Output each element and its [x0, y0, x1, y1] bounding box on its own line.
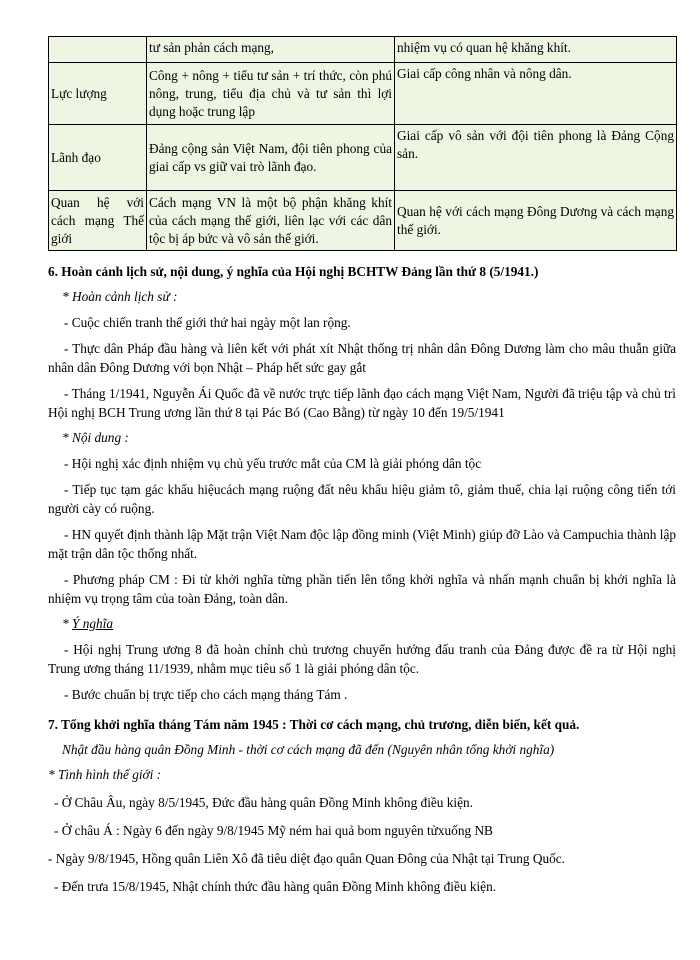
- paragraph: - Hội nghị Trung ương 8 đã hoàn chỉnh chủ trương chuyển hướng đấu tranh của Đảng được đề ra từ Hội nghị Trung ương tháng 11/1939, nhằm mục tiêu số 1 là giải phóng dân tộc.: [48, 642, 676, 676]
- row-label: Lực lượng: [49, 63, 147, 125]
- world-title: * Tình hình thế giới :: [48, 767, 162, 782]
- section-6-heading: 6. Hoàn cảnh lịch sử, nội dung, ý nghĩa của Hội nghị BCHTW Đảng lần thứ 8 (5/1941.): [48, 264, 539, 279]
- paragraph: - Thực dân Pháp đầu hàng và liên kết với phát xít Nhật thống trị nhân dân Đông Dương làm cho mâu thuẫn giữa nhân dân Đông Dương với bọn Nhật – Pháp hết sức gay gắt: [48, 341, 676, 375]
- table-cell: Công + nông + tiểu tư sản + trí thức, còn phú nông, trung, tiểu địa chủ và tư sản thì lợi dụng hoặc trung lập: [147, 63, 395, 125]
- table-cell: nhiệm vụ có quan hệ khăng khít.: [395, 37, 677, 63]
- meaning-title: [48, 614, 676, 633]
- table-cell: tư sản phản cách mạng,: [147, 37, 395, 63]
- table-cell: Cách mạng VN là một bộ phận khăng khít của cách mạng thế giới, liên lạc với các dân tộc bị áp bức và vô sản thế giới.: [147, 191, 395, 251]
- table-cell: Quan hệ với cách mạng Đông Dương và cách mạng thế giới.: [395, 191, 677, 251]
- page-body: [48, 262, 676, 896]
- table-row: [49, 191, 677, 251]
- row-label: [49, 37, 147, 63]
- content-title: * Nội dung :: [62, 430, 129, 445]
- paragraph: - Hội nghị xác định nhiệm vụ chủ yếu trước mắt của CM là giải phóng dân tộc: [64, 456, 482, 471]
- table-cell: Giai cấp vô sản với đội tiên phong là Đảng Cộng sản.: [395, 125, 677, 191]
- table-cell: Đảng cộng sản Việt Nam, đội tiên phong của giai cấp vs giữ vai trò lãnh đạo.: [147, 125, 395, 191]
- table-row: [49, 37, 677, 63]
- paragraph: - Tháng 1/1941, Nguyễn Ái Quốc đã về nước trực tiếp lãnh đạo cách mạng Việt Nam, Người đã triệu tập và chủ trì Hội nghị BCH Trung ương lần thứ 8 tại Pác Bó (Cao Bằng) từ ngày 10 đến 19/5/1941: [48, 386, 676, 420]
- paragraph: - Tiếp tục tạm gác khẩu hiệucách mạng ruộng đất nêu khẩu hiệu giảm tô, giảm thuế, chia lại ruộng công tiến tới người cày có ruộng.: [48, 482, 676, 516]
- paragraph: - Ngày 9/8/1945, Hồng quân Liên Xô đã tiêu diệt đạo quân Quan Đông của Nhật tại Trung Quốc.: [48, 851, 566, 866]
- paragraph: - Ở châu Á : Ngày 6 đến ngày 9/8/1945 Mỹ ném hai quả bom nguyên tửxuống NB: [54, 823, 493, 838]
- row-label: Quan hệ với cách mạng Thế giới: [49, 191, 147, 251]
- comparison-table: [48, 36, 677, 251]
- paragraph: - Phương pháp CM : Đi từ khởi nghĩa từng phần tiến lên tổng khởi nghĩa và nhấn mạnh chuẩn bị khởi nghĩa là nhiệm vụ trọng tâm của toàn Đảng, toàn dân.: [48, 572, 676, 606]
- meaning-title-text: Ý nghĩa: [71, 616, 113, 631]
- row-label: Lãnh đạo: [49, 125, 147, 191]
- paragraph: - Cuộc chiến tranh thế giới thứ hai ngày một lan rộng.: [64, 315, 351, 330]
- meaning-star: *: [62, 616, 72, 631]
- paragraph: - Bước chuẩn bị trực tiếp cho cách mạng tháng Tám .: [64, 687, 348, 702]
- section-7-subheading: Nhật đầu hàng quân Đồng Minh - thời cơ cách mạng đã đến (Nguyên nhân tổng khởi nghĩa): [62, 742, 555, 757]
- table-row: [49, 63, 677, 125]
- section-7-heading: 7. Tổng khởi nghĩa tháng Tám năm 1945 : Thời cơ cách mạng, chủ trương, diễn biến, kết quả.: [48, 717, 580, 732]
- paragraph: - Đến trưa 15/8/1945, Nhật chính thức đầu hàng quân Đồng Minh không điều kiện.: [54, 879, 497, 894]
- table-row: [49, 125, 677, 191]
- context-title: * Hoàn cảnh lịch sử :: [62, 289, 178, 304]
- table-cell: Giai cấp công nhân và nông dân.: [395, 63, 677, 125]
- paragraph: - HN quyết định thành lập Mặt trận Việt Nam độc lập đồng minh (Việt Minh) giúp đỡ Lào và Campuchia thành lập mặt trận dân tộc thống nhất.: [48, 527, 676, 561]
- paragraph: - Ở Châu Âu, ngày 8/5/1945, Đức đầu hàng quân Đồng Minh không điều kiện.: [54, 795, 473, 810]
